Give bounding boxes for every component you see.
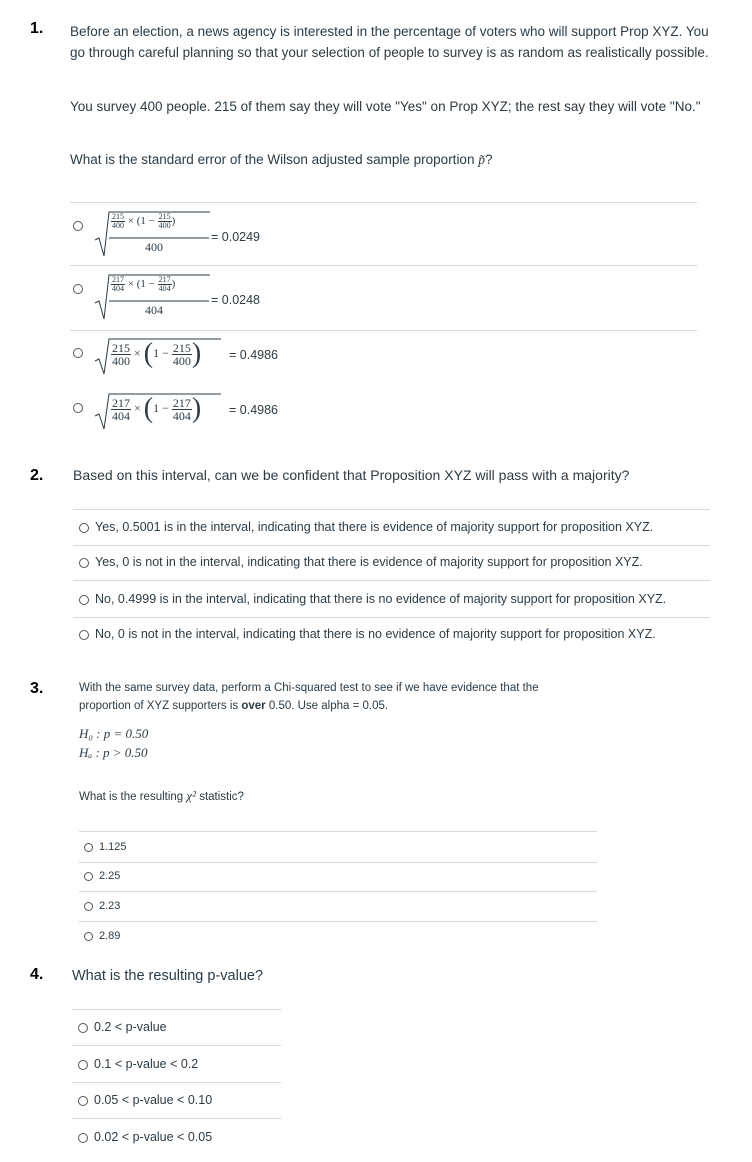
q3-h0: H₀ : p = 0.50 [79, 726, 149, 741]
q1-option-a-formula[interactable]: $\frac{215}{400}$ × (1 − $\frac{215}{400}$ ) 400 = 0.0249 [93, 210, 293, 260]
q2-option-a[interactable]: Yes, 0.5001 is in the interval, indicating that there is evidence of majority support for proposition XYZ. [79, 520, 653, 534]
q1-option-a-result: = 0.0249 [211, 230, 261, 244]
q3-ha: Hₐ : p > 0.50 [79, 745, 148, 760]
q3-line2: proportion of XYZ supporters is over 0.50. Use alpha = 0.05. [79, 700, 389, 712]
q3-divider-2 [79, 891, 597, 892]
q1-divider-1 [70, 265, 697, 266]
q1-option-b-result: = 0.0248 [211, 293, 261, 307]
q3-divider-0 [79, 831, 597, 832]
q3-option-a[interactable]: 1.125 [84, 841, 127, 853]
q1-option-c-formula[interactable]: $\frac{215}{400}$ × (1 − $\frac{215}{400}$ ) = 0.4986 [93, 337, 313, 377]
q3-question: What is the resulting χ² statistic? [79, 788, 244, 803]
q3-line1: With the same survey data, perform a Chi-squared test to see if we have evidence that the [79, 682, 539, 694]
q1-option-c-radio[interactable] [73, 344, 89, 362]
q1-option-a-radio[interactable] [73, 217, 89, 235]
q1-option-b-radio[interactable] [73, 280, 89, 298]
q2-divider-2 [73, 580, 710, 581]
q3-divider-1 [79, 862, 597, 863]
q3-option-d[interactable]: 2.89 [84, 930, 120, 942]
q2-divider-1 [73, 545, 710, 546]
q1-divider-0 [70, 202, 697, 203]
q1-option-c-result: = 0.4986 [229, 348, 279, 362]
q2-option-c[interactable]: No, 0.4999 is in the interval, indicating that there is no evidence of majority support for proposition XYZ. [79, 592, 666, 606]
q4-divider-1 [72, 1045, 281, 1046]
q3-option-b[interactable]: 2.25 [84, 870, 120, 882]
q4-divider-2 [72, 1082, 281, 1083]
q3-number: 3. [30, 680, 44, 697]
q2-question: Based on this interval, can we be confident that Proposition XYZ will pass with a majority? [73, 467, 630, 483]
q1-number: 1. [30, 20, 44, 37]
q1-intro: Before an election, a news agency is interested in the percentage of voters who will support Prop XYZ. You go through careful planning so that your selection of people to survey is as random as realistically possible. [70, 24, 709, 60]
q1-divider-2 [70, 330, 697, 331]
q4-question: What is the resulting p-value? [72, 968, 264, 984]
q2-number: 2. [30, 467, 44, 484]
q4-option-d[interactable]: 0.02 < p-value < 0.05 [78, 1130, 212, 1144]
q1-survey: You survey 400 people. 215 of them say they will vote "Yes" on Prop XYZ; the rest say they will vote "No." [70, 99, 701, 114]
q1-option-d-radio[interactable] [73, 399, 89, 417]
q4-option-b[interactable]: 0.1 < p-value < 0.2 [78, 1057, 198, 1071]
q3-divider-3 [79, 921, 597, 922]
q1-option-d-result: = 0.4986 [229, 403, 279, 417]
q2-option-b[interactable]: Yes, 0 is not in the interval, indicating that there is evidence of majority support for proposition XYZ. [79, 555, 643, 569]
q2-divider-3 [73, 617, 710, 618]
q4-option-c[interactable]: 0.05 < p-value < 0.10 [78, 1093, 212, 1107]
q1-option-d-formula[interactable]: $\frac{217}{404}$ × (1 − $\frac{217}{404}$ ) = 0.4986 [93, 392, 313, 432]
q4-option-a[interactable]: 0.2 < p-value [78, 1020, 167, 1034]
q1-option-b-formula[interactable]: $\frac{217}{404}$ × (1 − $\frac{217}{404}$ ) 404 = 0.0248 [93, 273, 293, 323]
q2-option-d[interactable]: No, 0 is not in the interval, indicating that there is no evidence of majority support for proposition XYZ. [79, 627, 656, 641]
q1-question: What is the standard error of the Wilson adjusted sample proportion p̃? [70, 152, 493, 167]
q4-number: 4. [30, 966, 44, 983]
q4-divider-3 [72, 1118, 281, 1119]
q3-option-c[interactable]: 2.23 [84, 900, 120, 912]
q4-divider-0 [72, 1009, 281, 1010]
q2-divider-0 [73, 509, 710, 510]
